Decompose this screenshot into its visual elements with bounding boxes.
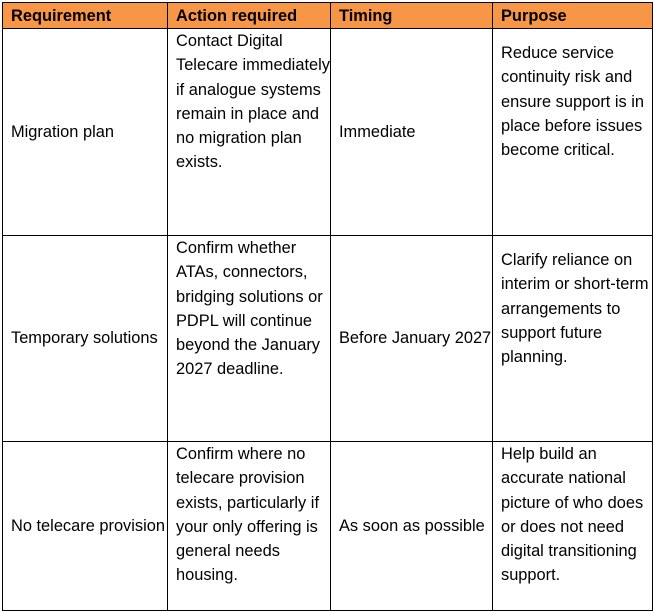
table-header-row (3, 3, 653, 29)
cell-timing: As soon as possible (331, 442, 493, 611)
cell-action: Confirm where no telecare provision exists, particularly if your only offering is general needs housing. (168, 442, 331, 611)
header-purpose: Purpose (493, 3, 653, 29)
cell-purpose: Clarify reliance on interim or short-term arrangements to support future planning. (493, 236, 653, 442)
table-row (3, 236, 653, 442)
cell-timing: Immediate (331, 29, 493, 236)
cell-purpose: Reduce service continuity risk and ensure support is in place before issues become critical. (493, 29, 653, 236)
requirements-table (2, 2, 653, 611)
header-requirement: Requirement (3, 3, 168, 29)
cell-requirement: Temporary solutions (3, 236, 168, 442)
cell-action: Contact Digital Telecare immediately if analogue systems remain in place and no migration plan exists. (168, 29, 331, 236)
header-action-required: Action required (168, 3, 331, 29)
table-row (3, 29, 653, 236)
cell-requirement: No telecare provision (3, 442, 168, 611)
cell-requirement: Migration plan (3, 29, 168, 236)
header-timing: Timing (331, 3, 493, 29)
cell-action: Confirm whether ATAs, connectors, bridging solutions or PDPL will continue beyond the January 2027 deadline. (168, 236, 331, 442)
table-row (3, 442, 653, 611)
cell-purpose: Help build an accurate national picture of who does or does not need digital transitioning support. (493, 442, 653, 611)
cell-timing: Before January 2027 (331, 236, 493, 442)
